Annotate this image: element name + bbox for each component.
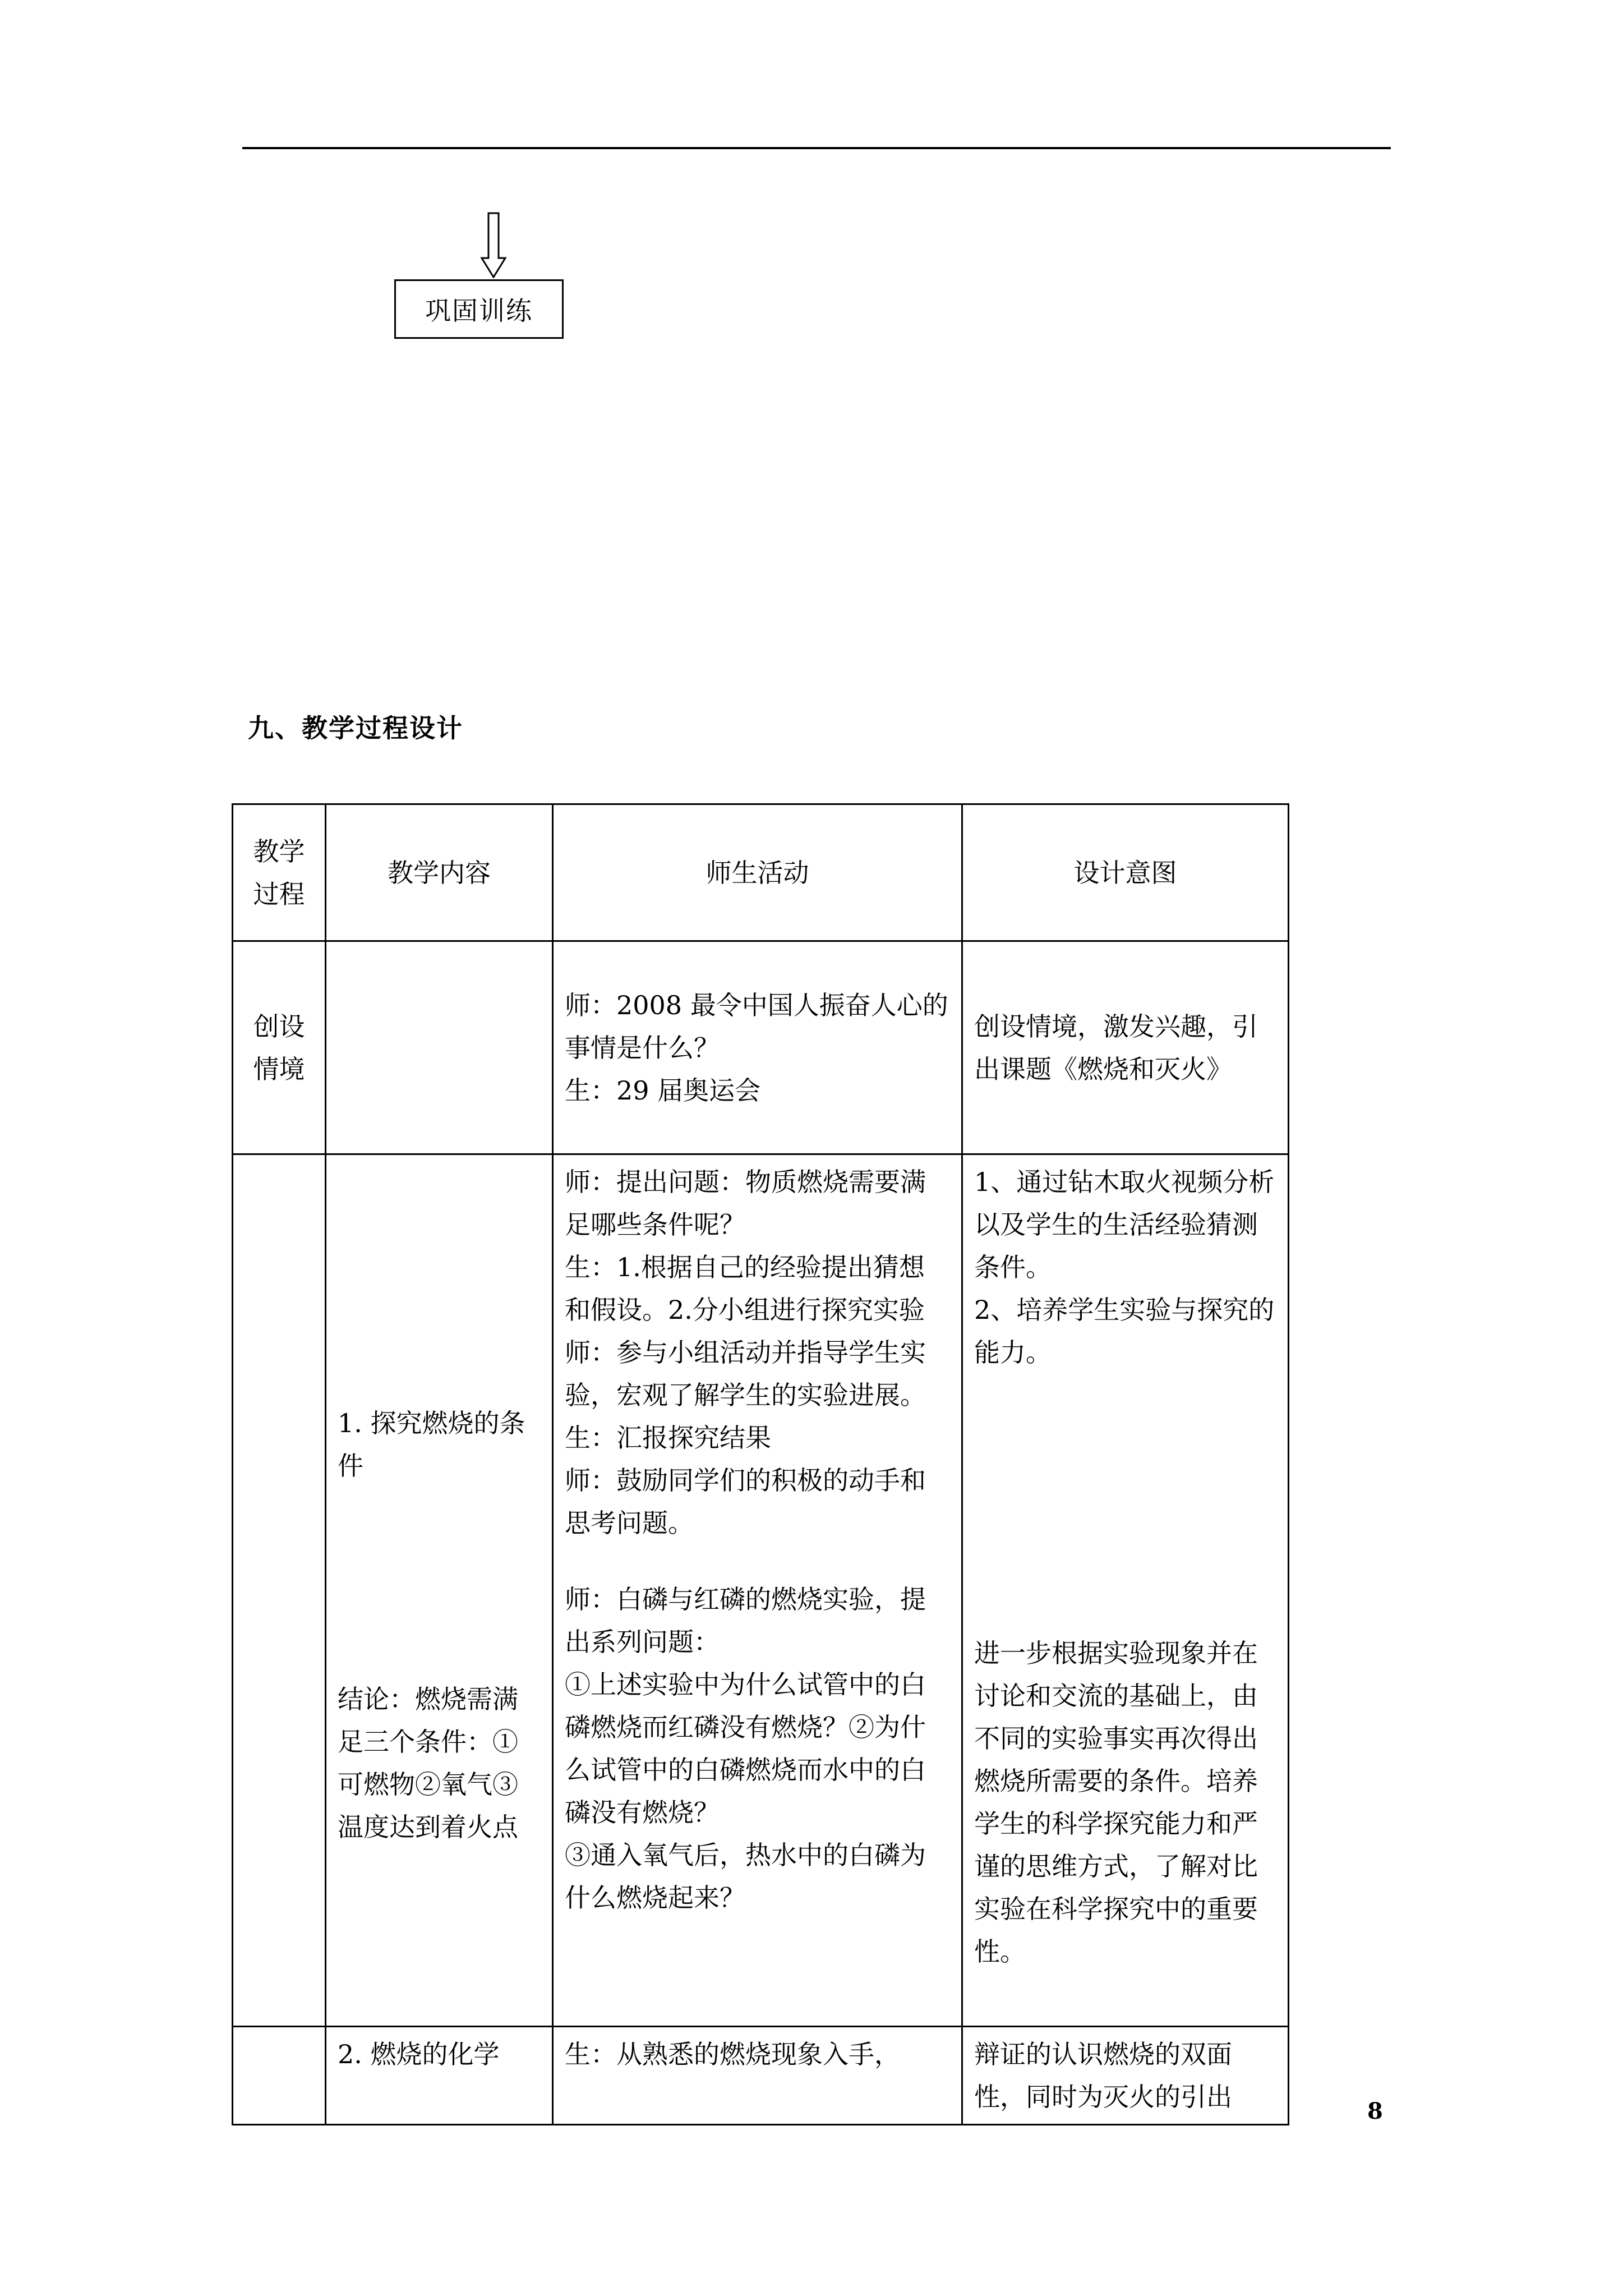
cell-activity (553, 1154, 962, 2027)
content-topic-1: 1. 探究燃烧的条件 (338, 1408, 525, 1481)
header-rule (242, 147, 1391, 149)
cell-activity: 师：2008 最令中国人振奋人心的事情是什么？ 生：29 届奥运会 (553, 941, 962, 1154)
header-content: 教学内容 (326, 804, 553, 941)
flowchart-box-label: 巩固训练 (425, 296, 533, 326)
cell-stage: 创设 情境 (233, 941, 326, 1154)
down-arrow-icon (479, 212, 508, 278)
activity-part-2: 师：白磷与红磷的燃烧实验，提出系列问题： ①上述实验中为什么试管中的白磷燃烧而红磷没有燃烧？②为什么试管中的白磷燃烧而水中的白磷没有燃烧？ ③通入氧气后，热水中的白磷为什么燃烧起来？ (565, 1584, 926, 1913)
table-row (233, 1154, 1289, 2027)
header-activity: 师生活动 (553, 804, 962, 941)
lesson-process-table (232, 803, 1289, 2125)
table-row (233, 2027, 1289, 2125)
cell-content (326, 1154, 553, 2027)
header-stage: 教学 过程 (233, 804, 326, 941)
table-row (233, 941, 1289, 1154)
intent-part-2: 进一步根据实验现象并在讨论和交流的基础上，由不同的实验事实再次得出燃烧所需要的条件。培养学生的科学探究能力和严谨的思维方式，了解对比实验在科学探究中的重要性。 (974, 1638, 1258, 1967)
activity-part-1: 师：提出问题：物质燃烧需要满足哪些条件呢？ 生：1.根据自己的经验提出猜想和假设。2.分小组进行探究实验 师：参与小组活动并指导学生实验，宏观了解学生的实验进展。 生：汇报探究结果 师：鼓励同学们的积极的动手和思考问题。 (565, 1167, 926, 1538)
header-intent: 设计意图 (962, 804, 1289, 941)
section-title: 九、教学过程设计 (248, 713, 463, 743)
cell-content: 2. 燃烧的化学 (326, 2027, 553, 2125)
cell-intent: 创设情境，激发兴趣，引出课题《燃烧和灭火》 (962, 941, 1289, 1154)
cell-stage (233, 1154, 326, 2027)
cell-activity: 生：从熟悉的燃烧现象入手， (553, 2027, 962, 2125)
cell-stage (233, 2027, 326, 2125)
flowchart-box-consolidation (394, 279, 564, 339)
cell-intent (962, 1154, 1289, 2027)
cell-intent: 辩证的认识燃烧的双面性，同时为灭火的引出 (962, 2027, 1289, 2125)
cell-content (326, 941, 553, 1154)
table-header-row (233, 804, 1289, 941)
content-conclusion: 结论：燃烧需满足三个条件：①可燃物②氧气③温度达到着火点 (338, 1684, 518, 1842)
intent-part-1: 1、通过钻木取火视频分析以及学生的生活经验猜测条件。 2、培养学生实验与探究的能力。 (974, 1167, 1275, 1368)
page-number: 8 (1367, 2098, 1383, 2124)
